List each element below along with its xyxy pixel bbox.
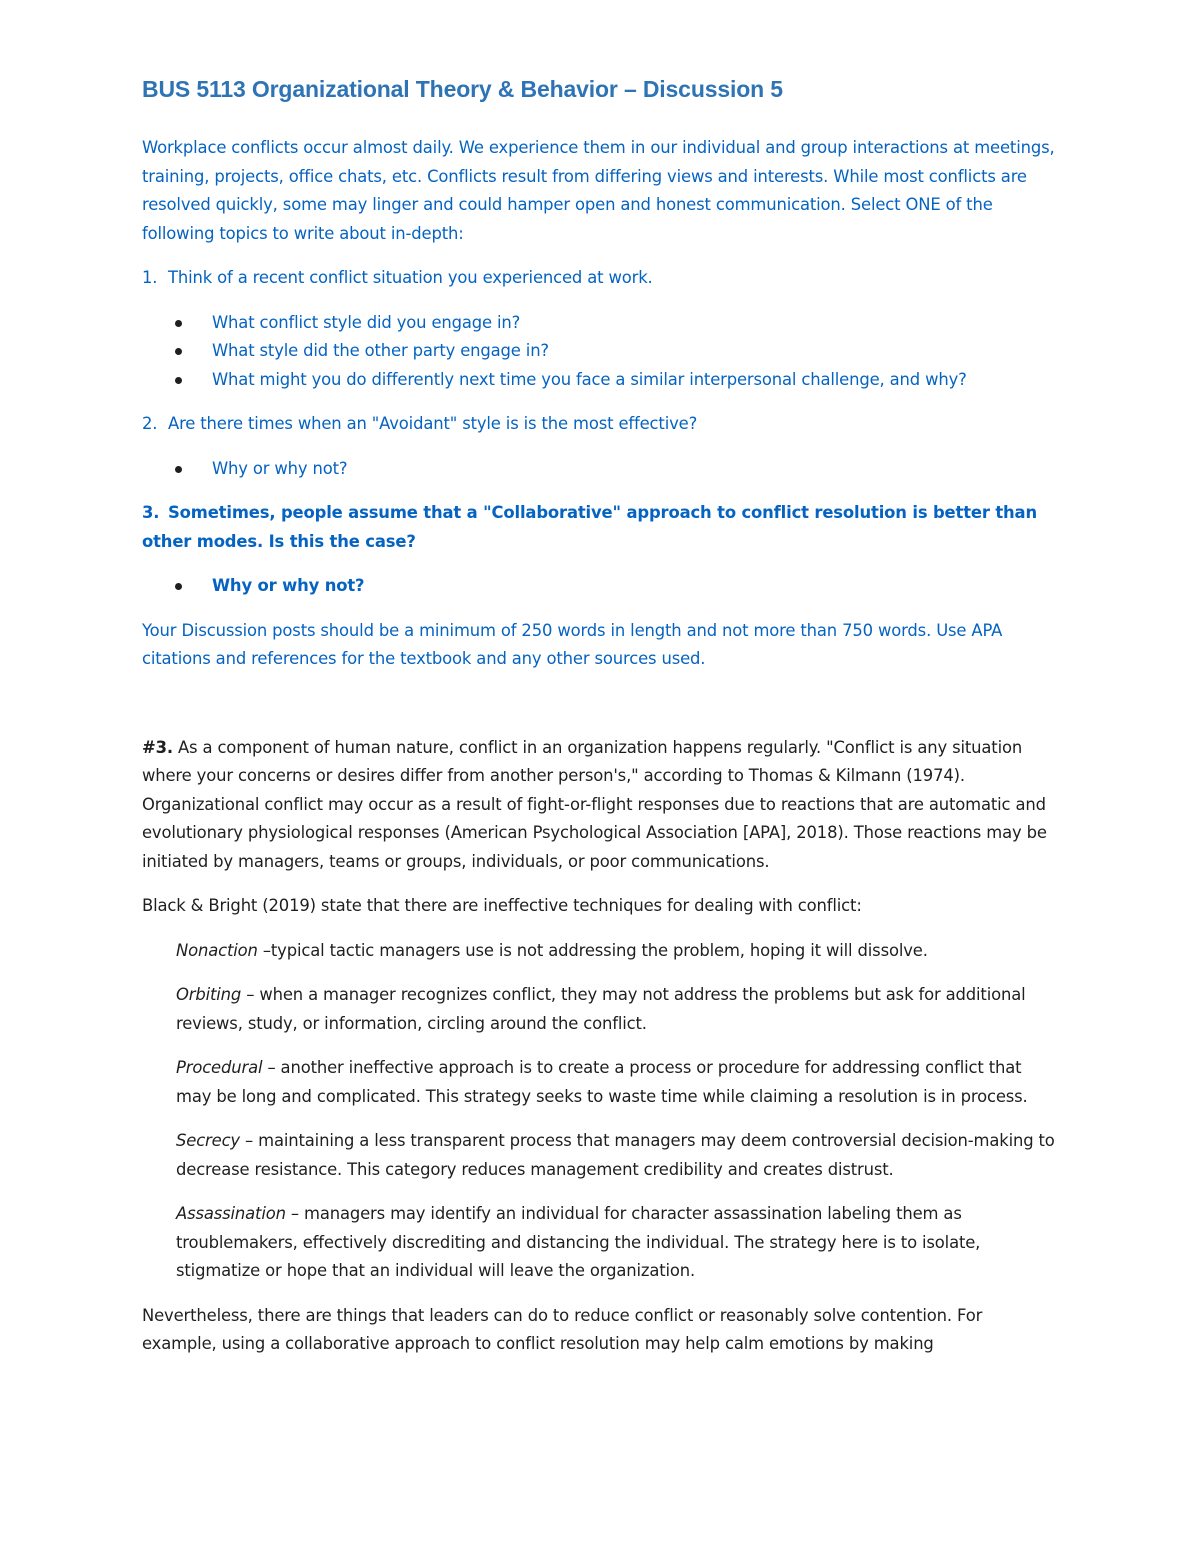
list-item xyxy=(142,366,1057,395)
topic-1-bullets xyxy=(142,309,1057,395)
technique-orbiting xyxy=(176,981,1057,1038)
bullet-text: What conflict style did you engage in? xyxy=(212,312,521,332)
technique-term: Secrecy xyxy=(176,1131,240,1150)
topic-text: Sometimes, people assume that a "Collaborative" approach to conflict resolution is better than other modes. Is this the case? xyxy=(142,503,1037,551)
bullet-icon xyxy=(175,377,182,384)
response-paragraph-3: Nevertheless, there are things that leaders can do to reduce conflict or reasonably solve contention. For example, using a collaborative approach to conflict resolution may help calm emotions by making xyxy=(142,1305,983,1353)
post-requirements: Your Discussion posts should be a minimum of 250 words in length and not more than 750 words. Use APA citations and references for the textbook and any other sources used. xyxy=(142,620,1003,668)
topic-number: 2. xyxy=(142,414,158,433)
bullet-text: Why or why not? xyxy=(212,458,348,478)
section-spacer xyxy=(142,690,1057,734)
list-item xyxy=(142,572,1057,601)
bullet-text: Why or why not? xyxy=(212,576,365,595)
response-lead: #3. xyxy=(142,737,173,757)
topic-number: 1. xyxy=(142,268,158,287)
technique-term: Orbiting xyxy=(176,985,242,1004)
topic-3-bullets xyxy=(142,572,1057,601)
topic-2-bullets xyxy=(142,455,1057,484)
prompt-intro: Workplace conflicts occur almost daily. We experience them in our individual and group interactions at meetings, training, projects, office chats, etc. Conflicts result from differing views and interests. While most conflicts are resolved quickly, some may linger and could hamper open and honest communication. Select ONE of the following topics to write about in-depth: xyxy=(142,138,1055,243)
technique-term: Assassination xyxy=(176,1204,286,1223)
list-item xyxy=(142,337,1057,366)
technique-desc: –typical tactic managers use is not addressing the problem, hoping it will dissolve. xyxy=(257,940,928,960)
bullet-icon xyxy=(175,320,182,327)
topic-text: Are there times when an "Avoidant" style is is the most effective? xyxy=(168,414,698,433)
document-page xyxy=(142,72,1057,1375)
list-item xyxy=(142,455,1057,484)
bullet-icon xyxy=(175,466,182,473)
topic-1 xyxy=(142,264,1057,293)
list-item xyxy=(142,309,1057,338)
technique-desc: – another ineffective approach is to create a process or procedure for addressing conflict that may be long and complicated. This strategy seeks to waste time while claiming a resolution is in process. xyxy=(176,1058,1028,1106)
bullet-text: What style did the other party engage in? xyxy=(212,341,549,360)
technique-desc: – managers may identify an individual for character assassination labeling them as troublemakers, effectively discrediting and distancing the individual. The strategy here is to isolate, stigmatize or hope that an individual will leave the organization. xyxy=(176,1204,981,1280)
bullet-text: What might you do differently next time you face a similar interpersonal challenge, and why? xyxy=(212,369,967,389)
document-title: BUS 5113 Organizational Theory & Behavior – Discussion 5 xyxy=(142,76,783,102)
technique-term: Nonaction xyxy=(176,940,258,960)
technique-desc: – when a manager recognizes conflict, they may not address the problems but ask for additional reviews, study, or information, circling around the conflict. xyxy=(176,985,1026,1033)
technique-secrecy xyxy=(176,1127,1057,1184)
technique-procedural xyxy=(176,1054,1057,1111)
response-text: As a component of human nature, conflict in an organization happens regularly. "Conflict is any situation where your concerns or desires differ from another person's," according to Thomas & Kilmann (1974). Organizational conflict may occur as a result of fight-or-flight responses due to reactions that are automatic and evolutionary physiological responses (American Psychological Association [APA], 2018). Those reactions may be initiated by managers, teams or groups, individuals, or poor communications. xyxy=(142,737,1047,871)
topic-3 xyxy=(142,499,1057,556)
bullet-icon xyxy=(175,348,182,355)
response-paragraph-2: Black & Bright (2019) state that there are ineffective techniques for dealing with conflict: xyxy=(142,896,862,915)
bullet-icon xyxy=(175,583,182,590)
technique-term: Procedural xyxy=(176,1058,263,1077)
response-paragraph-1 xyxy=(142,734,1057,877)
technique-assassination xyxy=(176,1200,1057,1286)
topic-number: 3. xyxy=(142,503,160,522)
topic-2 xyxy=(142,410,1057,439)
topic-text: Think of a recent conflict situation you experienced at work. xyxy=(168,268,653,287)
technique-desc: – maintaining a less transparent process that managers may deem controversial decision-making to decrease resistance. This category reduces management credibility and creates distrust. xyxy=(176,1131,1055,1179)
technique-nonaction xyxy=(176,937,1057,966)
